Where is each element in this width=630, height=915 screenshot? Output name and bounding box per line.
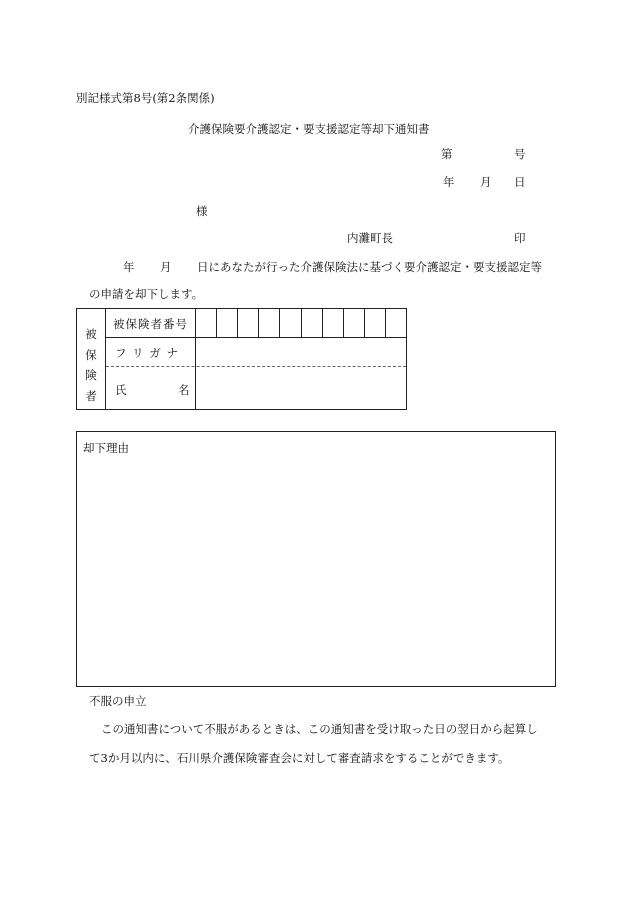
body-text-line2: の申請を却下します。: [89, 287, 204, 301]
side-char: 者: [85, 389, 97, 403]
insured-number-digit-cell[interactable]: [343, 309, 364, 337]
body-year: 年: [123, 260, 135, 274]
document-title: 介護保険要介護認定・要支援認定等却下通知書: [188, 122, 430, 136]
name-label-first: 氏: [115, 383, 127, 397]
appeal-text-line1: この通知書について不服があるときは、この通知書を受け取った日の翌日から起算し: [101, 722, 538, 736]
insured-number-digit-cell[interactable]: [216, 309, 237, 337]
body-month: 月: [160, 260, 172, 274]
body-text-line1: 日にあなたが行った介護保険法に基づく要介護認定・要支援認定等: [197, 260, 542, 274]
side-char: 険: [85, 368, 97, 382]
furigana-field[interactable]: [196, 338, 406, 366]
name-label-second: 名: [178, 383, 190, 397]
date-day: 日: [514, 175, 526, 189]
side-char: 被: [85, 327, 97, 341]
form-reference: 別記様式第8号(第2条関係): [76, 91, 215, 105]
date-year: 年: [443, 175, 455, 189]
rejection-reason-label: 却下理由: [83, 441, 129, 455]
rejection-reason-box[interactable]: [76, 431, 556, 687]
insured-number-digit-cell[interactable]: [364, 309, 385, 337]
furigana-label: フ リ ガ ナ: [115, 346, 179, 360]
appeal-text-line2: て3か月以内に、石川県介護保険審査会に対して審査請求をすることができます。: [89, 751, 510, 765]
insured-number-digit-cell[interactable]: [258, 309, 279, 337]
insured-number-label: 被保険者番号: [113, 317, 188, 331]
doc-number-suffix: 号: [514, 147, 526, 161]
appeal-heading: 不服の申立: [89, 694, 147, 708]
insured-number-digit-cell[interactable]: [237, 309, 258, 337]
recipient-suffix: 様: [196, 204, 208, 218]
insured-number-digit-cell[interactable]: [385, 309, 406, 337]
insured-number-digit-cell[interactable]: [195, 309, 216, 337]
doc-number-prefix: 第: [441, 147, 453, 161]
issuer-name: 内灘町長: [347, 231, 393, 245]
insured-number-digit-cell[interactable]: [322, 309, 343, 337]
insured-person-table: [76, 308, 407, 410]
date-month: 月: [480, 175, 492, 189]
insured-number-digit-cell[interactable]: [301, 309, 322, 337]
insured-number-digit-cell[interactable]: [279, 309, 300, 337]
seal-mark: 印: [514, 231, 526, 245]
insured-side-label: [77, 309, 106, 409]
side-char: 保: [85, 348, 97, 362]
name-field[interactable]: [196, 367, 406, 409]
